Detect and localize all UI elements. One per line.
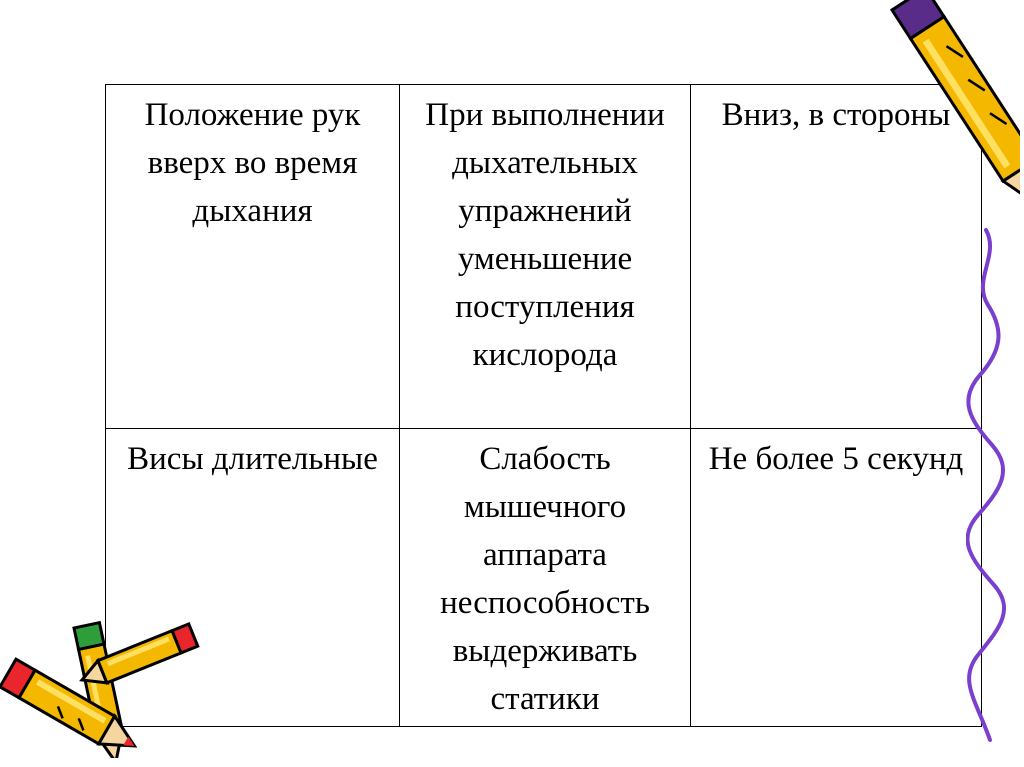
table-cell: Слабость мышечного аппарата неспособность выдерживать статики	[400, 429, 691, 727]
squiggle-line-icon	[966, 225, 1006, 745]
table-cell: Висы длительные	[106, 429, 400, 727]
table-cell: Не более 5 секунд	[691, 429, 982, 727]
table-row	[106, 429, 982, 727]
table-cell: Вниз, в стороны	[691, 85, 982, 429]
table-cell: При выполнении дыхательных упражнений уменьшение поступления кислорода	[400, 85, 691, 429]
table-row	[106, 85, 982, 429]
content-table	[105, 84, 982, 727]
table-cell: Положение рук вверх во время дыхания	[106, 85, 400, 429]
pencil-icon	[852, 0, 1020, 250]
pencil-icon	[0, 655, 150, 767]
